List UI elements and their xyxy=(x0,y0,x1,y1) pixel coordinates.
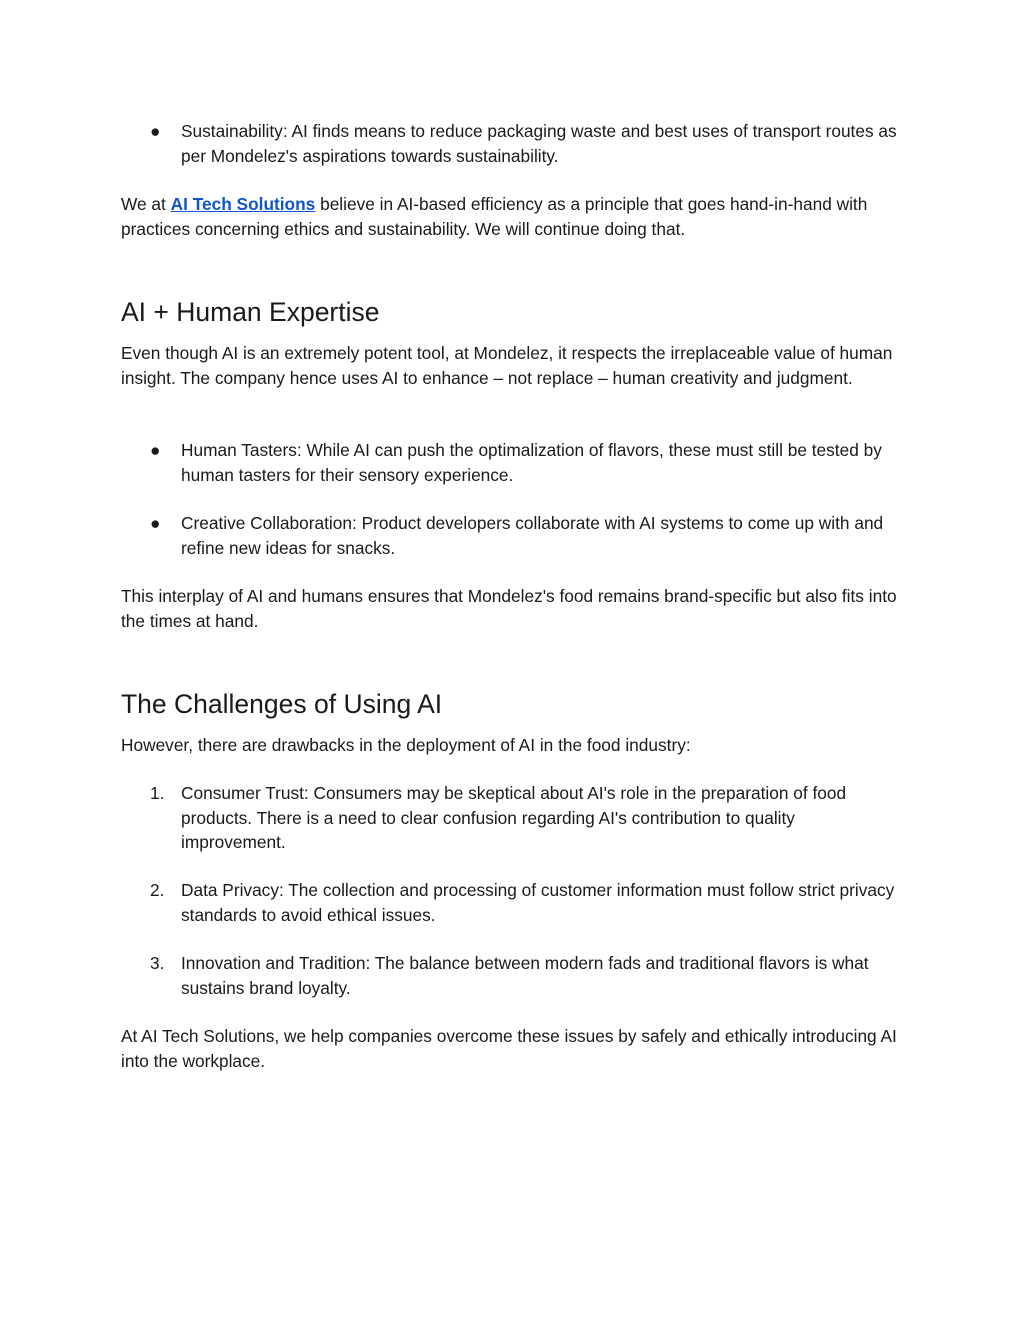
numbered-item-data-privacy xyxy=(121,878,901,927)
bullet-marker: ● xyxy=(150,440,161,460)
bullet-item-human-tasters xyxy=(121,438,901,487)
intro-text-start: We at xyxy=(121,194,171,214)
section-heading-challenges: The Challenges of Using AI xyxy=(121,689,443,719)
bullet-item-sustainability xyxy=(121,119,901,168)
bullet-text: Human Tasters: While AI can push the optimalization of flavors, these must still be tested by human tasters for their sensory experience. xyxy=(181,440,882,485)
bullet-item-creative-collaboration xyxy=(121,511,901,560)
section-heading-human-expertise: AI + Human Expertise xyxy=(121,297,380,327)
challenges-paragraph: However, there are drawbacks in the deployment of AI in the food industry: xyxy=(121,735,691,755)
bullet-marker: ● xyxy=(150,121,161,141)
list-text: Consumer Trust: Consumers may be skeptical about AI's role in the preparation of food products. There is a need to clear confusion regarding AI's contribution to quality improvement. xyxy=(181,783,847,852)
bullet-text: Creative Collaboration: Product developers collaborate with AI systems to come up with and refine new ideas for snacks. xyxy=(181,513,884,558)
bullet-marker: ● xyxy=(150,513,161,533)
list-number: 3. xyxy=(150,953,165,973)
human-expertise-paragraph: Even though AI is an extremely potent tool, at Mondelez, it respects the irreplaceable value of human insight. The company hence uses AI to enhance – not replace – human creativity and judgment. xyxy=(121,343,893,388)
intro-paragraph xyxy=(121,192,901,241)
list-text: Innovation and Tradition: The balance between modern fads and traditional flavors is what sustains brand loyalty. xyxy=(181,953,869,998)
list-number: 1. xyxy=(150,783,165,803)
human-expertise-closing: This interplay of AI and humans ensures that Mondelez's food remains brand-specific but also fits into the times at hand. xyxy=(121,586,897,631)
list-text: Data Privacy: The collection and processing of customer information must follow strict privacy standards to avoid ethical issues. xyxy=(181,880,895,925)
numbered-item-innovation-tradition xyxy=(121,951,901,1000)
ai-tech-solutions-link[interactable]: AI Tech Solutions xyxy=(170,194,316,214)
intro-text-end: believe in AI-based efficiency as a principle that goes hand-in-hand with practices concerning ethics and sustainability. We will continue doing that. xyxy=(121,194,868,239)
challenges-closing: At AI Tech Solutions, we help companies overcome these issues by safely and ethically introducing AI into the workplace. xyxy=(121,1026,897,1071)
numbered-item-consumer-trust xyxy=(121,781,901,855)
bullet-text: Sustainability: AI finds means to reduce packaging waste and best uses of transport routes as per Mondelez's aspirations towards sustainability. xyxy=(181,121,897,166)
list-number: 2. xyxy=(150,880,165,900)
